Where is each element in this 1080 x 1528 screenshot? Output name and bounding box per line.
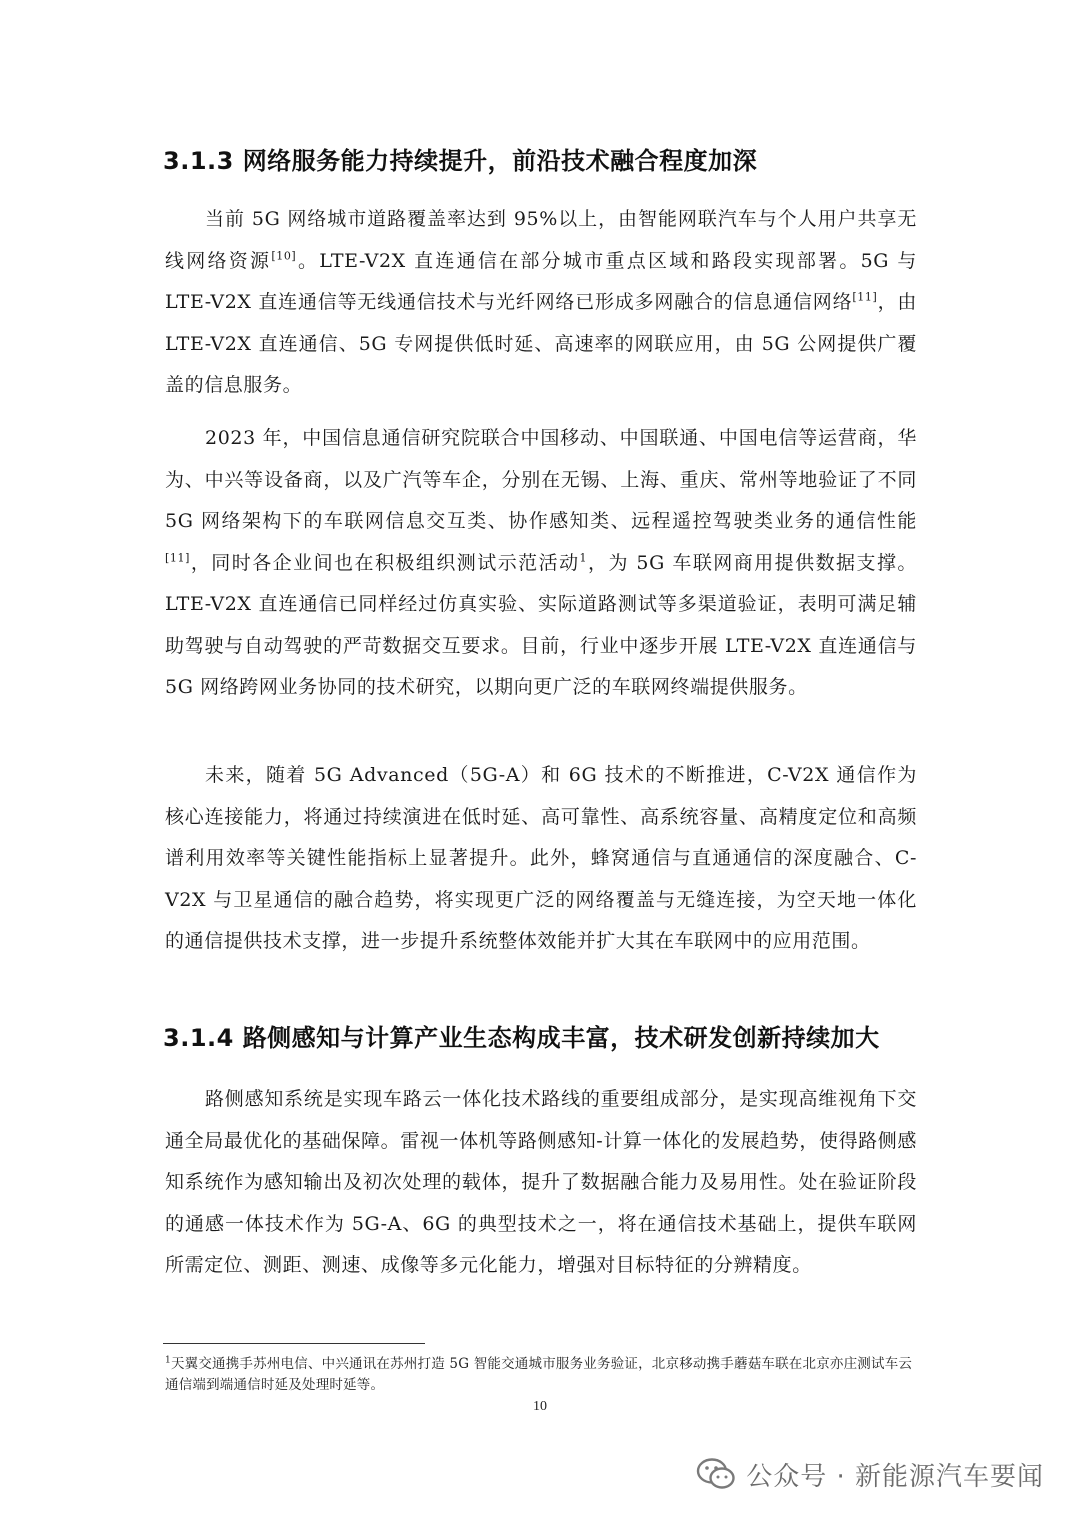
paragraph-text: ，由 LTE-V2X 直连通信、5G 专网提供低时延、高速率的网联应用，由 5G 公网提供广覆盖的信息服务。 [165,291,917,396]
paragraph-future-outlook: 未来，随着 5G Advanced（5G-A）和 6G 技术的不断推进，C-V2X 通信作为核心连接能力，将通过持续演进在低时延、高可靠性、高系统容量、高精度定位和高频谱利用效率等关键性能指标上显著提升。此外，蜂窝通信与直通通信的深度融合、C-V2X 与卫星通信的融合趋势，将实现更广泛的网络覆盖与无缝连接，为空天地一体化的通信提供技术支撑，进一步提升系统整体效能并扩大其在车联网中的应用范围。 [165,764,917,952]
section-heading-3-1-4: 3.1.4 路侧感知与计算产业生态构成丰富，技术研发创新持续加大 [163,1024,880,1052]
paragraph-text: ，同时各企业间也在积极组织测试示范活动 [189,551,580,574]
footnote [165,1354,920,1396]
paragraph-2023-verification [165,418,917,709]
footnote-ref[interactable]: 1 [579,551,588,565]
footnote-mark: 1 [165,1355,171,1366]
watermark-text: 公众号 · 新能源汽车要闻 [746,1461,1044,1492]
section-heading-3-1-3: 3.1.3 网络服务能力持续提升，前沿技术融合程度加深 [163,147,758,175]
wechat-watermark [696,1454,1044,1494]
paragraph-text: 当前 5G 网络城市道路覆盖率达到 95%以上，由智能网联汽车与个人用户共享无线网络资源 [165,208,917,272]
footnote-divider [163,1343,425,1344]
paragraph-network-coverage [165,199,917,407]
citation-ref[interactable]: [10] [271,249,297,263]
paragraph-text: ，为 5G 车联网商用提供数据支撑。LTE-V2X 直连通信已同样经过仿真实验、实际道路测试等多渠道验证，表明可满足辅助驾驶与自动驾驶的严苛数据交互要求。目前，行业中逐步开展 LTE-V2X 直连通信与 5G 网络跨网业务协同的技术研究，以期向更广泛的车联网终端提供服务。 [165,551,917,698]
paragraph-text: 。LTE-V2X 直连通信在部分城市重点区域和路段实现部署。5G 与 LTE-V2X 直连通信等无线通信技术与光纤网络已形成多网融合的信息通信网络 [165,249,917,313]
paragraph-text: 2023 年，中国信息通信研究院联合中国移动、中国联通、中国电信等运营商，华为、中兴等设备商，以及广汽等车企，分别在无锡、上海、重庆、常州等地验证了不同 5G 网络架构下的车联网信息交互类、协作感知类、远程遥控驾驶类业务的通信性能 [165,427,917,532]
citation-ref[interactable]: [11] [165,551,190,565]
paragraph-roadside-sensing: 路侧感知系统是实现车路云一体化技术路线的重要组成部分，是实现高维视角下交通全局最优化的基础保障。雷视一体机等路侧感知-计算一体化的发展趋势，使得路侧感知系统作为感知输出及初次处理的载体，提升了数据融合能力及易用性。处在验证阶段的通感一体技术作为 5G-A、6G 的典型技术之一，将在通信技术基础上，提供车联网所需定位、测距、测速、成像等多元化能力，增强对目标特征的分辨精度。 [165,1088,917,1276]
page-number: 10 [533,1399,547,1414]
wechat-icon [696,1457,736,1491]
footnote-text: 天翼交通携手苏州电信、中兴通讯在苏州打造 5G 智能交通城市服务业务验证，北京移动携手蘑菇车联在北京亦庄测试车云通信端到端通信时延及处理时延等。 [165,1356,913,1393]
citation-ref[interactable]: [11] [852,290,878,304]
